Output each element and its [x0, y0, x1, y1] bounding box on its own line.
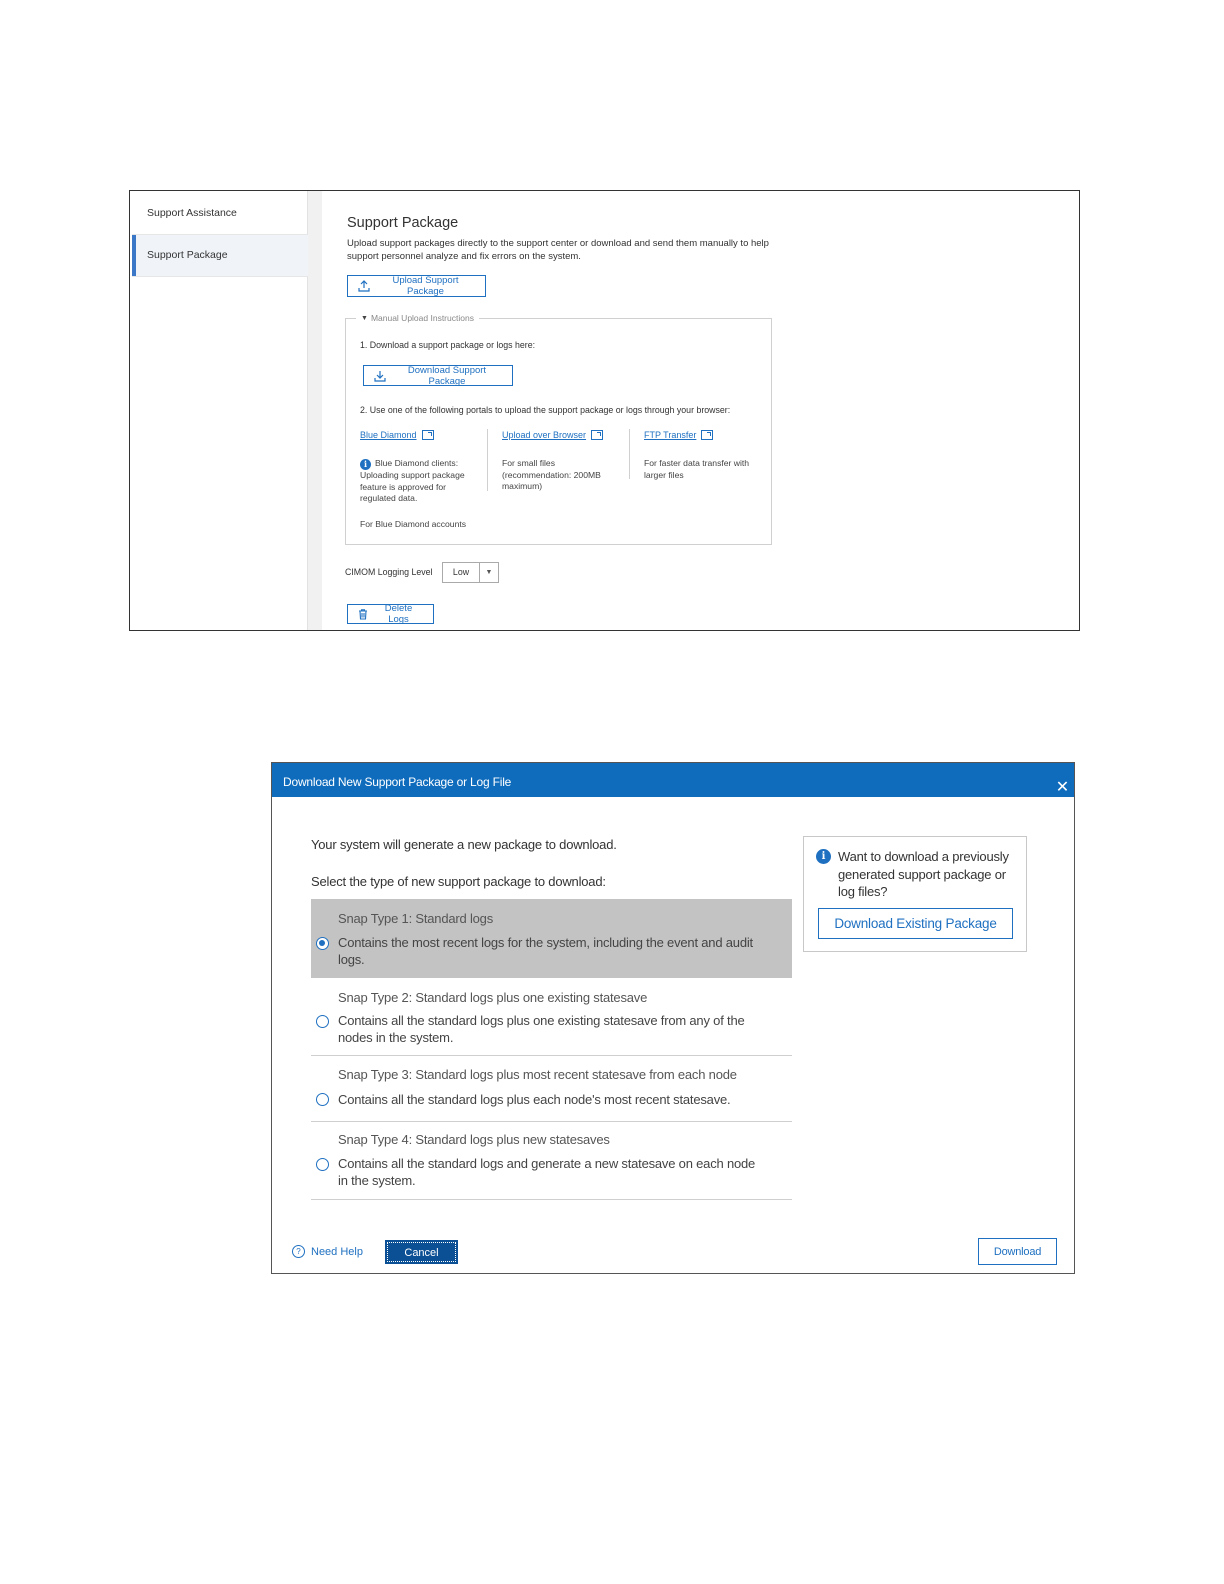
download-icon: [374, 370, 386, 382]
dialog-title: Download New Support Package or Log File: [283, 775, 512, 789]
sidebar-divider: [132, 276, 308, 277]
snap-type-radio[interactable]: [316, 1015, 329, 1028]
column-divider: [629, 429, 630, 479]
need-help-label: Need Help: [311, 1245, 363, 1258]
column-divider: [487, 429, 488, 491]
download-existing-package-button[interactable]: Download Existing Package: [818, 908, 1013, 939]
trash-icon: [358, 609, 368, 620]
cimom-logging-label: CIMOM Logging Level: [345, 567, 433, 577]
download-package-dialog: [271, 762, 1075, 1274]
blue-diamond-link[interactable]: [360, 430, 434, 440]
dialog-intro: Your system will generate a new package to download.: [311, 837, 617, 852]
snap-type-option[interactable]: [311, 978, 792, 1056]
ftp-transfer-link[interactable]: [644, 430, 713, 440]
delete-logs-button[interactable]: [347, 604, 434, 624]
download-support-package-button[interactable]: [363, 365, 513, 386]
upload-support-package-button[interactable]: [347, 275, 486, 297]
upload-support-package-label: Upload Support Package: [392, 275, 459, 297]
upload-over-browser-link-label: Upload over Browser: [502, 430, 587, 440]
existing-package-info: [803, 836, 1027, 952]
support-settings-panel: [129, 190, 1080, 631]
upload-over-browser-info: For small files (recommendation: 200MB maximum): [502, 458, 601, 491]
cimom-logging-value: Low: [452, 567, 470, 577]
step-2-text: 2. Use one of the following portals to upload the support package or logs through your browser:: [360, 405, 731, 415]
manual-upload-instructions: [345, 313, 772, 545]
external-link-icon: [422, 430, 434, 440]
snap-type-title: Snap Type 3: Standard logs plus most recent statesave from each node: [338, 1067, 737, 1082]
snap-type-option[interactable]: [311, 1122, 792, 1200]
close-icon[interactable]: ✕: [1055, 779, 1069, 796]
snap-type-description: Contains all the standard logs plus one existing statesave from any of the nodes in the system.: [338, 1013, 745, 1045]
cimom-logging-select[interactable]: [442, 562, 499, 583]
blue-diamond-info: [360, 458, 475, 505]
sidebar: [130, 191, 308, 630]
existing-package-text: Want to download a previously generated support package or log files?: [838, 849, 1009, 899]
dialog-prompt: Select the type of new support package to download:: [311, 874, 606, 889]
blue-diamond-link-label: Blue Diamond: [360, 430, 417, 440]
chevron-down-icon: ▼: [479, 563, 498, 582]
snap-type-radio[interactable]: [316, 1158, 329, 1171]
page-title: Support Package: [347, 215, 459, 231]
step-1-text: 1. Download a support package or logs here:: [360, 340, 536, 350]
blue-diamond-note: For Blue Diamond accounts: [360, 519, 467, 529]
info-icon: i: [360, 459, 371, 470]
blue-diamond-info-text: Blue Diamond clients: Uploading support package feature is approved for regulated data.: [360, 458, 465, 503]
snap-type-description: Contains the most recent logs for the system, including the event and audit logs.: [338, 935, 753, 967]
snap-type-radio[interactable]: [316, 1093, 329, 1106]
caret-down-icon: ▼: [361, 314, 368, 322]
manual-upload-legend: Manual Upload Instructions: [370, 313, 474, 323]
snap-type-description: Contains all the standard logs and generate a new statesave on each node in the system.: [338, 1156, 756, 1188]
snap-type-title: Snap Type 1: Standard logs: [338, 911, 494, 926]
delete-logs-label: Delete Logs: [384, 603, 413, 625]
manual-upload-toggle[interactable]: [356, 313, 479, 323]
sidebar-item-support-package[interactable]: Support Package: [132, 235, 308, 276]
snap-type-title: Snap Type 2: Standard logs plus one existing statesave: [338, 990, 648, 1005]
need-help-link[interactable]: [292, 1245, 363, 1258]
sidebar-item-support-assistance[interactable]: Support Assistance: [147, 207, 237, 219]
help-icon: ?: [292, 1245, 305, 1258]
info-icon: i: [816, 849, 831, 864]
dialog-header: [272, 763, 1074, 797]
sidebar-gutter: [308, 191, 322, 630]
ftp-transfer-link-label: FTP Transfer: [644, 430, 697, 440]
upload-icon: [358, 280, 370, 292]
download-button[interactable]: Download: [978, 1238, 1057, 1265]
snap-type-option[interactable]: [311, 1056, 792, 1122]
external-link-icon: [701, 430, 713, 440]
page-description: Upload support packages directly to the support center or download and send them manually to help support personnel analyze and fix errors on the system.: [347, 238, 769, 262]
support-package-content: [322, 191, 1079, 630]
upload-over-browser-link[interactable]: [502, 430, 603, 440]
external-link-icon: [591, 430, 603, 440]
download-support-package-label: Download Support Package: [407, 364, 487, 387]
snap-type-option[interactable]: [311, 899, 792, 978]
ftp-transfer-info: For faster data transfer with larger files: [644, 458, 750, 480]
snap-type-description: Contains all the standard logs plus each node's most recent statesave.: [338, 1092, 731, 1107]
snap-type-radio[interactable]: [316, 937, 329, 950]
snap-type-title: Snap Type 4: Standard logs plus new statesaves: [338, 1132, 610, 1147]
cancel-button[interactable]: Cancel: [385, 1240, 458, 1264]
